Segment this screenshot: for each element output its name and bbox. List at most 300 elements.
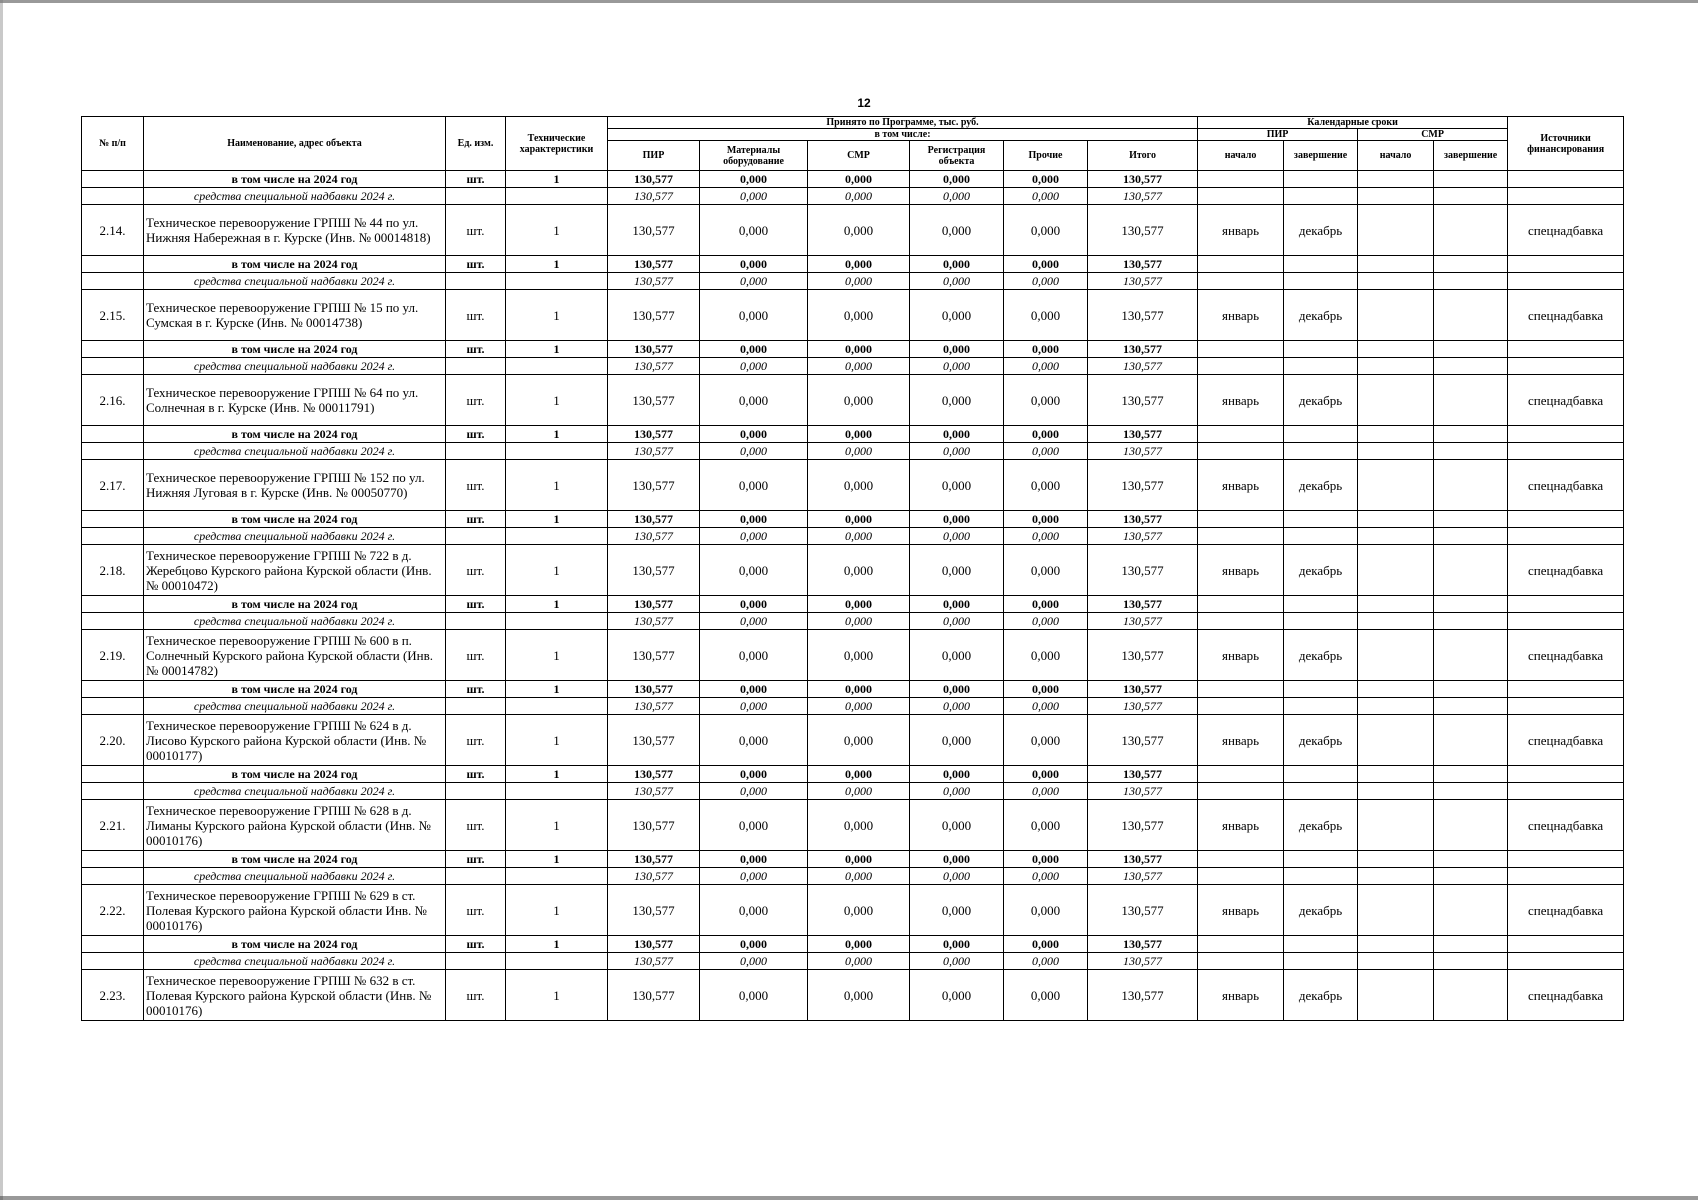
sub-value-tot: 130,577 xyxy=(1088,936,1198,953)
sub-value-oth: 0,000 xyxy=(1004,851,1088,868)
object-value-tot: 130,577 xyxy=(1088,375,1198,426)
sub-value-smr: 0,000 xyxy=(808,766,910,783)
sub-value-oth: 0,000 xyxy=(1004,273,1088,290)
sub-empty-cell xyxy=(1508,783,1624,800)
sub-unit xyxy=(446,953,506,970)
object-value-mat: 0,000 xyxy=(700,715,808,766)
sub-value-smr: 0,000 xyxy=(808,171,910,188)
object-name: Техническое перевооружение ГРПШ № 722 в д. Жеребцово Курского района Курской области (Инв. № 00010472) xyxy=(144,545,446,596)
sub-value-smr: 0,000 xyxy=(808,528,910,545)
sub-empty-cell xyxy=(1508,851,1624,868)
sub-label: в том числе на 2024 год xyxy=(144,766,446,783)
sub-unit xyxy=(446,528,506,545)
object-value-mat: 0,000 xyxy=(700,205,808,256)
object-pir-end: декабрь xyxy=(1284,630,1358,681)
sub-empty-cell xyxy=(1434,596,1508,613)
row-2024 xyxy=(82,426,1624,443)
sub-empty-cell xyxy=(1198,426,1284,443)
sub-empty-cell xyxy=(1198,851,1284,868)
object-unit: шт. xyxy=(446,545,506,596)
sub-value-mat: 0,000 xyxy=(700,613,808,630)
sub-empty-cell xyxy=(1434,613,1508,630)
object-unit: шт. xyxy=(446,205,506,256)
row-2024 xyxy=(82,171,1624,188)
sub-qty xyxy=(506,783,608,800)
object-value-tot: 130,577 xyxy=(1088,885,1198,936)
object-source: спецнадбавка xyxy=(1508,460,1624,511)
sub-value-reg: 0,000 xyxy=(910,188,1004,205)
table-header xyxy=(82,117,1624,171)
object-num: 2.22. xyxy=(82,885,144,936)
sub-label: в том числе на 2024 год xyxy=(144,596,446,613)
sub-value-mat: 0,000 xyxy=(700,426,808,443)
sub-empty-cell xyxy=(1284,511,1358,528)
row-2024 xyxy=(82,766,1624,783)
sub-value-oth: 0,000 xyxy=(1004,596,1088,613)
sub-value-pir: 130,577 xyxy=(608,171,700,188)
object-smr-end xyxy=(1434,885,1508,936)
scan-edge-bottom xyxy=(0,1196,1698,1200)
sub-unit: шт. xyxy=(446,341,506,358)
sub-empty-cell xyxy=(1434,188,1508,205)
sub-unit: шт. xyxy=(446,256,506,273)
sub-empty-cell xyxy=(1434,528,1508,545)
object-pir-start: январь xyxy=(1198,885,1284,936)
object-name: Техническое перевооружение ГРПШ № 64 по ул. Солнечная в г. Курске (Инв. № 00011791) xyxy=(144,375,446,426)
sub-qty: 1 xyxy=(506,256,608,273)
sub-empty-cell xyxy=(1198,341,1284,358)
row-2024 xyxy=(82,596,1624,613)
sub-value-oth: 0,000 xyxy=(1004,936,1088,953)
sub-num-cell xyxy=(82,851,144,868)
object-smr-end xyxy=(1434,290,1508,341)
sub-qty xyxy=(506,953,608,970)
sub-value-smr: 0,000 xyxy=(808,511,910,528)
object-value-smr: 0,000 xyxy=(808,630,910,681)
object-value-reg: 0,000 xyxy=(910,885,1004,936)
sub-empty-cell xyxy=(1508,171,1624,188)
sub-value-oth: 0,000 xyxy=(1004,358,1088,375)
sub-label: в том числе на 2024 год xyxy=(144,171,446,188)
sub-empty-cell xyxy=(1198,188,1284,205)
object-smr-start xyxy=(1358,545,1434,596)
object-value-tot: 130,577 xyxy=(1088,800,1198,851)
sub-value-smr: 0,000 xyxy=(808,698,910,715)
sub-value-tot: 130,577 xyxy=(1088,273,1198,290)
sub-empty-cell xyxy=(1434,256,1508,273)
sub-unit xyxy=(446,443,506,460)
sub-empty-cell xyxy=(1198,953,1284,970)
sub-num-cell xyxy=(82,358,144,375)
sub-empty-cell xyxy=(1508,766,1624,783)
object-value-smr: 0,000 xyxy=(808,545,910,596)
object-qty: 1 xyxy=(506,630,608,681)
sub-qty: 1 xyxy=(506,936,608,953)
sub-value-mat: 0,000 xyxy=(700,698,808,715)
object-smr-start xyxy=(1358,970,1434,1021)
scan-edge-top xyxy=(0,0,1698,3)
object-smr-end xyxy=(1434,375,1508,426)
sub-empty-cell xyxy=(1358,953,1434,970)
object-source: спецнадбавка xyxy=(1508,885,1624,936)
header-unit: Ед. изм. xyxy=(446,117,506,171)
sub-label: средства специальной надбавки 2024 г. xyxy=(144,783,446,800)
scan-edge-left xyxy=(0,0,3,1200)
sub-value-oth: 0,000 xyxy=(1004,443,1088,460)
sub-unit: шт. xyxy=(446,426,506,443)
sub-empty-cell xyxy=(1358,528,1434,545)
sub-value-mat: 0,000 xyxy=(700,953,808,970)
sub-value-pir: 130,577 xyxy=(608,596,700,613)
sub-empty-cell xyxy=(1508,868,1624,885)
sub-value-mat: 0,000 xyxy=(700,358,808,375)
header-sources: Источники финансирования xyxy=(1508,117,1624,171)
sub-empty-cell xyxy=(1434,851,1508,868)
sub-empty-cell xyxy=(1434,936,1508,953)
sub-label: в том числе на 2024 год xyxy=(144,256,446,273)
sub-value-tot: 130,577 xyxy=(1088,783,1198,800)
sub-empty-cell xyxy=(1198,443,1284,460)
object-value-reg: 0,000 xyxy=(910,970,1004,1021)
object-value-mat: 0,000 xyxy=(700,290,808,341)
sub-label: средства специальной надбавки 2024 г. xyxy=(144,613,446,630)
object-smr-start xyxy=(1358,800,1434,851)
sub-qty: 1 xyxy=(506,341,608,358)
sub-value-reg: 0,000 xyxy=(910,936,1004,953)
sub-label: в том числе на 2024 год xyxy=(144,936,446,953)
object-num: 2.14. xyxy=(82,205,144,256)
sub-unit: шт. xyxy=(446,596,506,613)
sub-empty-cell xyxy=(1198,613,1284,630)
sub-value-mat: 0,000 xyxy=(700,341,808,358)
sub-empty-cell xyxy=(1284,443,1358,460)
sub-value-smr: 0,000 xyxy=(808,358,910,375)
sub-empty-cell xyxy=(1434,953,1508,970)
sub-qty: 1 xyxy=(506,426,608,443)
row-2024 xyxy=(82,511,1624,528)
sub-value-mat: 0,000 xyxy=(700,443,808,460)
sub-empty-cell xyxy=(1284,681,1358,698)
row-2024 xyxy=(82,341,1624,358)
object-row xyxy=(82,970,1624,1021)
object-value-smr: 0,000 xyxy=(808,800,910,851)
sub-empty-cell xyxy=(1434,273,1508,290)
sub-value-tot: 130,577 xyxy=(1088,868,1198,885)
sub-empty-cell xyxy=(1508,256,1624,273)
object-pir-start: январь xyxy=(1198,970,1284,1021)
object-num: 2.16. xyxy=(82,375,144,426)
sub-value-smr: 0,000 xyxy=(808,256,910,273)
sub-value-tot: 130,577 xyxy=(1088,443,1198,460)
object-value-oth: 0,000 xyxy=(1004,460,1088,511)
sub-value-pir: 130,577 xyxy=(608,341,700,358)
sub-value-mat: 0,000 xyxy=(700,256,808,273)
sub-value-reg: 0,000 xyxy=(910,358,1004,375)
sub-empty-cell xyxy=(1434,783,1508,800)
sub-empty-cell xyxy=(1198,936,1284,953)
header-total: Итого xyxy=(1088,141,1198,171)
sub-value-mat: 0,000 xyxy=(700,171,808,188)
object-value-oth: 0,000 xyxy=(1004,630,1088,681)
sub-value-smr: 0,000 xyxy=(808,953,910,970)
sub-value-mat: 0,000 xyxy=(700,273,808,290)
object-value-oth: 0,000 xyxy=(1004,545,1088,596)
object-name: Техническое перевооружение ГРПШ № 632 в ст. Полевая Курского района Курской области (Инв. № 00010176) xyxy=(144,970,446,1021)
sub-value-tot: 130,577 xyxy=(1088,341,1198,358)
sub-empty-cell xyxy=(1284,426,1358,443)
object-value-reg: 0,000 xyxy=(910,205,1004,256)
sub-value-oth: 0,000 xyxy=(1004,511,1088,528)
sub-unit xyxy=(446,273,506,290)
sub-value-tot: 130,577 xyxy=(1088,188,1198,205)
object-value-mat: 0,000 xyxy=(700,800,808,851)
header-num: № п/п xyxy=(82,117,144,171)
sub-label: в том числе на 2024 год xyxy=(144,681,446,698)
object-source: спецнадбавка xyxy=(1508,970,1624,1021)
sub-empty-cell xyxy=(1284,273,1358,290)
sub-empty-cell xyxy=(1358,766,1434,783)
sub-empty-cell xyxy=(1284,868,1358,885)
sub-empty-cell xyxy=(1434,511,1508,528)
object-value-mat: 0,000 xyxy=(700,545,808,596)
sub-empty-cell xyxy=(1358,596,1434,613)
object-num: 2.18. xyxy=(82,545,144,596)
object-value-pir: 130,577 xyxy=(608,545,700,596)
object-pir-start: январь xyxy=(1198,290,1284,341)
sub-label: в том числе на 2024 год xyxy=(144,511,446,528)
sub-value-oth: 0,000 xyxy=(1004,341,1088,358)
sub-qty: 1 xyxy=(506,511,608,528)
object-value-oth: 0,000 xyxy=(1004,885,1088,936)
sub-empty-cell xyxy=(1284,783,1358,800)
object-name: Техническое перевооружение ГРПШ № 44 по ул. Нижняя Набережная в г. Курске (Инв. № 00014818) xyxy=(144,205,446,256)
object-value-smr: 0,000 xyxy=(808,460,910,511)
sub-qty xyxy=(506,443,608,460)
sub-empty-cell xyxy=(1358,256,1434,273)
object-value-oth: 0,000 xyxy=(1004,205,1088,256)
object-value-tot: 130,577 xyxy=(1088,715,1198,766)
sub-empty-cell xyxy=(1284,256,1358,273)
sub-value-mat: 0,000 xyxy=(700,528,808,545)
sub-empty-cell xyxy=(1358,511,1434,528)
sub-value-pir: 130,577 xyxy=(608,868,700,885)
sub-num-cell xyxy=(82,256,144,273)
sub-value-reg: 0,000 xyxy=(910,273,1004,290)
sub-unit xyxy=(446,783,506,800)
object-qty: 1 xyxy=(506,375,608,426)
row-special-surcharge xyxy=(82,613,1624,630)
object-qty: 1 xyxy=(506,970,608,1021)
program-table xyxy=(81,116,1624,1021)
sub-value-pir: 130,577 xyxy=(608,443,700,460)
object-source: спецнадбавка xyxy=(1508,630,1624,681)
header-registration: Регистрация объекта xyxy=(910,141,1004,171)
sub-value-pir: 130,577 xyxy=(608,698,700,715)
sub-value-reg: 0,000 xyxy=(910,256,1004,273)
object-value-smr: 0,000 xyxy=(808,885,910,936)
sub-empty-cell xyxy=(1358,681,1434,698)
object-value-smr: 0,000 xyxy=(808,970,910,1021)
sub-value-reg: 0,000 xyxy=(910,171,1004,188)
object-unit: шт. xyxy=(446,630,506,681)
sub-value-smr: 0,000 xyxy=(808,341,910,358)
sub-value-reg: 0,000 xyxy=(910,596,1004,613)
object-row xyxy=(82,205,1624,256)
sub-value-pir: 130,577 xyxy=(608,511,700,528)
object-qty: 1 xyxy=(506,885,608,936)
object-source: спецнадбавка xyxy=(1508,205,1624,256)
object-source: спецнадбавка xyxy=(1508,800,1624,851)
object-num: 2.20. xyxy=(82,715,144,766)
row-special-surcharge xyxy=(82,698,1624,715)
header-pir-end: завершение xyxy=(1284,141,1358,171)
object-source: спецнадбавка xyxy=(1508,375,1624,426)
sub-value-pir: 130,577 xyxy=(608,681,700,698)
sub-qty: 1 xyxy=(506,681,608,698)
header-smr-end: завершение xyxy=(1434,141,1508,171)
sub-empty-cell xyxy=(1508,698,1624,715)
sub-num-cell xyxy=(82,171,144,188)
row-2024 xyxy=(82,936,1624,953)
row-special-surcharge xyxy=(82,358,1624,375)
sub-value-reg: 0,000 xyxy=(910,698,1004,715)
sub-empty-cell xyxy=(1198,528,1284,545)
sub-empty-cell xyxy=(1198,596,1284,613)
sub-empty-cell xyxy=(1358,273,1434,290)
sub-empty-cell xyxy=(1198,783,1284,800)
object-value-reg: 0,000 xyxy=(910,460,1004,511)
object-smr-start xyxy=(1358,205,1434,256)
object-value-oth: 0,000 xyxy=(1004,970,1088,1021)
object-value-pir: 130,577 xyxy=(608,375,700,426)
sub-value-reg: 0,000 xyxy=(910,953,1004,970)
object-value-mat: 0,000 xyxy=(700,460,808,511)
header-including: в том числе: xyxy=(608,129,1198,141)
object-num: 2.15. xyxy=(82,290,144,341)
sub-value-tot: 130,577 xyxy=(1088,851,1198,868)
object-unit: шт. xyxy=(446,460,506,511)
sub-label: средства специальной надбавки 2024 г. xyxy=(144,188,446,205)
sub-empty-cell xyxy=(1358,358,1434,375)
sub-label: средства специальной надбавки 2024 г. xyxy=(144,358,446,375)
object-value-oth: 0,000 xyxy=(1004,800,1088,851)
sub-empty-cell xyxy=(1508,341,1624,358)
sub-value-reg: 0,000 xyxy=(910,851,1004,868)
sub-qty: 1 xyxy=(506,851,608,868)
page-number: 12 xyxy=(857,96,871,110)
object-pir-end: декабрь xyxy=(1284,460,1358,511)
sub-value-oth: 0,000 xyxy=(1004,256,1088,273)
sub-empty-cell xyxy=(1358,443,1434,460)
object-value-mat: 0,000 xyxy=(700,375,808,426)
object-unit: шт. xyxy=(446,290,506,341)
sub-value-reg: 0,000 xyxy=(910,868,1004,885)
object-value-smr: 0,000 xyxy=(808,290,910,341)
sub-empty-cell xyxy=(1198,358,1284,375)
sub-value-mat: 0,000 xyxy=(700,783,808,800)
sub-value-pir: 130,577 xyxy=(608,188,700,205)
object-smr-start xyxy=(1358,375,1434,426)
sub-num-cell xyxy=(82,341,144,358)
sub-empty-cell xyxy=(1508,511,1624,528)
sub-empty-cell xyxy=(1198,698,1284,715)
object-unit: шт. xyxy=(446,375,506,426)
header-pir: ПИР xyxy=(608,141,700,171)
table-body xyxy=(82,171,1624,1021)
sub-value-tot: 130,577 xyxy=(1088,596,1198,613)
object-row xyxy=(82,290,1624,341)
sub-empty-cell xyxy=(1284,766,1358,783)
header-materials: Материалы оборудование xyxy=(700,141,808,171)
sub-label: средства специальной надбавки 2024 г. xyxy=(144,528,446,545)
object-pir-end: декабрь xyxy=(1284,885,1358,936)
sub-empty-cell xyxy=(1434,698,1508,715)
sub-unit xyxy=(446,868,506,885)
object-pir-end: декабрь xyxy=(1284,375,1358,426)
sub-empty-cell xyxy=(1198,273,1284,290)
sub-empty-cell xyxy=(1358,426,1434,443)
header-accepted: Принято по Программе, тыс. руб. xyxy=(608,117,1198,129)
sub-value-tot: 130,577 xyxy=(1088,426,1198,443)
sub-value-oth: 0,000 xyxy=(1004,953,1088,970)
sub-empty-cell xyxy=(1508,596,1624,613)
sub-empty-cell xyxy=(1198,681,1284,698)
object-qty: 1 xyxy=(506,460,608,511)
sub-value-pir: 130,577 xyxy=(608,783,700,800)
sub-value-smr: 0,000 xyxy=(808,868,910,885)
sub-value-mat: 0,000 xyxy=(700,188,808,205)
header-other: Прочие xyxy=(1004,141,1088,171)
sub-num-cell xyxy=(82,528,144,545)
object-smr-start xyxy=(1358,885,1434,936)
object-value-tot: 130,577 xyxy=(1088,290,1198,341)
object-value-smr: 0,000 xyxy=(808,205,910,256)
sub-num-cell xyxy=(82,698,144,715)
sub-empty-cell xyxy=(1508,358,1624,375)
object-num: 2.23. xyxy=(82,970,144,1021)
object-row xyxy=(82,885,1624,936)
sub-qty xyxy=(506,358,608,375)
sub-value-oth: 0,000 xyxy=(1004,868,1088,885)
object-value-mat: 0,000 xyxy=(700,630,808,681)
object-smr-end xyxy=(1434,205,1508,256)
object-value-tot: 130,577 xyxy=(1088,970,1198,1021)
object-pir-end: декабрь xyxy=(1284,290,1358,341)
object-row xyxy=(82,715,1624,766)
sub-empty-cell xyxy=(1284,851,1358,868)
row-2024 xyxy=(82,681,1624,698)
sub-empty-cell xyxy=(1508,953,1624,970)
object-qty: 1 xyxy=(506,545,608,596)
object-smr-end xyxy=(1434,715,1508,766)
row-special-surcharge xyxy=(82,528,1624,545)
sub-empty-cell xyxy=(1358,936,1434,953)
object-smr-start xyxy=(1358,715,1434,766)
sub-unit: шт. xyxy=(446,851,506,868)
object-smr-end xyxy=(1434,800,1508,851)
sub-empty-cell xyxy=(1508,613,1624,630)
object-value-pir: 130,577 xyxy=(608,885,700,936)
sub-empty-cell xyxy=(1284,596,1358,613)
sub-unit: шт. xyxy=(446,766,506,783)
row-special-surcharge xyxy=(82,868,1624,885)
sub-value-pir: 130,577 xyxy=(608,426,700,443)
sub-value-reg: 0,000 xyxy=(910,766,1004,783)
sub-empty-cell xyxy=(1284,936,1358,953)
sub-qty xyxy=(506,188,608,205)
sub-value-reg: 0,000 xyxy=(910,681,1004,698)
row-2024 xyxy=(82,256,1624,273)
